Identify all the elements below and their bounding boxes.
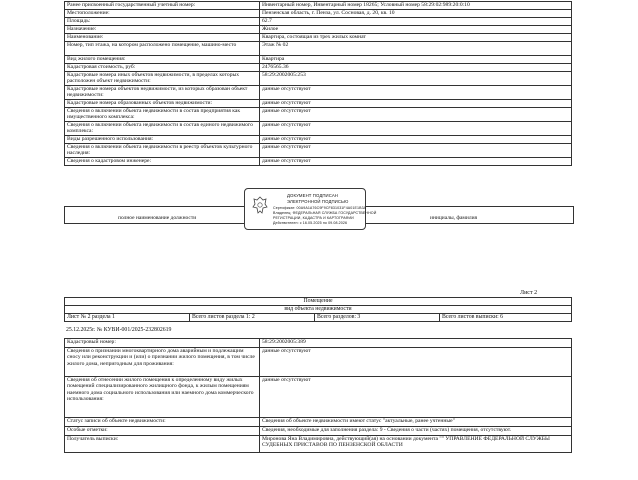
table-row [65, 64, 572, 72]
row-value: Сведения об объекте недвижимости имеют статус "актуальные, ранее учтенные" [260, 418, 572, 427]
table-row [65, 108, 572, 122]
sheets-in-section: Всего листов раздела 1: 2 [190, 314, 315, 322]
row-label: Статус записи об объекте недвижимости: [65, 418, 260, 427]
object-kind-title: Помещение [65, 298, 572, 306]
row-value: данные отсутствуют [260, 144, 572, 158]
row-value: Квартира, состоящая из трех жилых комнат [260, 34, 572, 42]
table-row [65, 34, 572, 42]
sections-total: Всего разделов: 3 [315, 314, 440, 322]
table-row [65, 348, 572, 377]
object-details-table [64, 338, 572, 453]
table-row [65, 26, 572, 34]
stamp-line-6: Действителен: с 16.05.2025 по 09.08.2026 [273, 221, 348, 225]
row-value: данные отсутствуют [260, 377, 572, 418]
stamp-line-3: Сертификат: 00A9A1A76C9F9CF831031F4A01E1B3A [273, 206, 367, 210]
object-info-table [64, 1, 572, 166]
table-row [65, 72, 572, 86]
table-row [65, 144, 572, 158]
row-label: Кадастровые номера образованных объектов недвижимости: [65, 100, 260, 108]
table-row [65, 427, 572, 436]
section-header-table [64, 297, 572, 322]
sheets-in-extract: Всего листов выписки: 6 [440, 314, 572, 322]
row-label: Особые отметки: [65, 427, 260, 436]
table-row [65, 377, 572, 418]
row-label: Местоположение: [65, 10, 260, 18]
table-row [65, 418, 572, 427]
row-value: Жилое [260, 26, 572, 34]
row-label: Номер, тип этажа, на котором расположено помещение, машино-место [65, 42, 260, 56]
row-value: данные отсутствуют [260, 158, 572, 166]
row-value: Квартира [260, 56, 572, 64]
registration-number: 25.12.2025г. № КУВИ-001/2025-232802619 [66, 327, 172, 333]
table-row [65, 56, 572, 64]
row-value: данные отсутствуют [260, 100, 572, 108]
row-label: Сведения о кадастровом инженере: [65, 158, 260, 166]
table-row [65, 122, 572, 136]
name-label: инициалы, фамилия [430, 215, 478, 221]
position-label: полное наименование должности [118, 215, 197, 221]
row-label: Вид жилого помещения: [65, 56, 260, 64]
row-value: 62.7 [260, 18, 572, 26]
row-value: 2476565.36 [260, 64, 572, 72]
table-row [65, 42, 572, 56]
table-row [65, 86, 572, 100]
row-value: 58:29:2002005:253 [260, 72, 572, 86]
sheet-of-section: Лист № 2 раздела 1 [65, 314, 190, 322]
emblem-icon [251, 195, 269, 217]
row-value: данные отсутствуют [260, 108, 572, 122]
row-label: Наименование: [65, 34, 260, 42]
row-label: Площадь: [65, 18, 260, 26]
stamp-line-1: ДОКУМЕНТ ПОДПИСАН [287, 193, 339, 198]
row-label: Сведения о включении объекта недвижимости в состав единого недвижимого комплекса: [65, 122, 260, 136]
row-value: данные отсутствуют [260, 122, 572, 136]
row-value: данные отсутствуют [260, 136, 572, 144]
table-row [65, 18, 572, 26]
table-row [65, 100, 572, 108]
row-label: Сведения о включении объекта недвижимости в состав предприятия как имущественного комплекса: [65, 108, 260, 122]
table-row [65, 158, 572, 166]
row-value: данные отсутствуют [260, 86, 572, 100]
table-row [65, 10, 572, 18]
row-value: Сведения, необходимые для заполнения раздела: 9 - Сведения о части (частях) помещения, отсутствуют. [260, 427, 572, 436]
stamp-line-5: РЕГИСТРАЦИИ, КАДАСТРА И КАРТОГРАФИИ [273, 216, 354, 220]
table-row [65, 436, 572, 453]
sheet-number: Лист 2 [520, 290, 538, 296]
row-value: Этаж № 02 [260, 42, 572, 56]
electronic-signature-stamp [244, 188, 377, 230]
table-row [65, 339, 572, 348]
row-label: Ранее присвоенный государственный учетный номер: [65, 2, 260, 10]
row-label: Сведения о признании многоквартирного дома аварийным и подлежащим сносу или реконструкции и (или) о признании жилого помещения, в том числе жилого дома, непригодным для проживания: [65, 348, 260, 377]
row-value: Инвентарный номер, Инвентарный номер 18265; Условный номер 58:29:02:989:20:0:10 [260, 2, 572, 10]
table-row [65, 136, 572, 144]
object-kind-subtitle: вид объекта недвижимости [65, 306, 572, 314]
row-label: Получатель выписки: [65, 436, 260, 453]
row-value: 58:29:2002005:389 [260, 339, 572, 348]
row-label: Кадастровые номера иных объектов недвижимости, в пределах которых расположен объект недвижимости: [65, 72, 260, 86]
row-label: Кадастровый номер: [65, 339, 260, 348]
row-label: Сведения о включении объекта недвижимости в реестр объектов культурного наследия: [65, 144, 260, 158]
row-label: Назначение: [65, 26, 260, 34]
row-value: Миронова Яна Владимировна, действующий(ая) на основании документа "" УПРАВЛЕНИЕ ФЕДЕРАЛЬНОЙ СЛУЖБЫ СУДЕБНЫХ ПРИСТАВОВ ПО ПЕНЗЕНСКОЙ ОБЛАСТИ [260, 436, 572, 453]
table-row [65, 2, 572, 10]
stamp-line-2: ЭЛЕКТРОННОЙ ПОДПИСЬЮ [287, 199, 349, 204]
row-value: Пензенская область, г. Пенза, ул. Сосновая, д. 20, кв. 10 [260, 10, 572, 18]
row-value: данные отсутствуют [260, 348, 572, 377]
stamp-line-4: Владелец: ФЕДЕРАЛЬНАЯ СЛУЖБА ГОСУДАРСТВЕННОЙ [273, 211, 377, 215]
row-label: Кадастровые номера объектов недвижимости, из которых образован объект недвижимости: [65, 86, 260, 100]
row-label: Кадастровая стоимость, руб: [65, 64, 260, 72]
row-label: Сведения об отнесении жилого помещения к определенному виду жилых помещений специализированного жилищного фонда, к жилым помещениям наемного дома социального использования или наемного дома коммерческого использования: [65, 377, 260, 418]
row-label: Виды разрешенного использования: [65, 136, 260, 144]
